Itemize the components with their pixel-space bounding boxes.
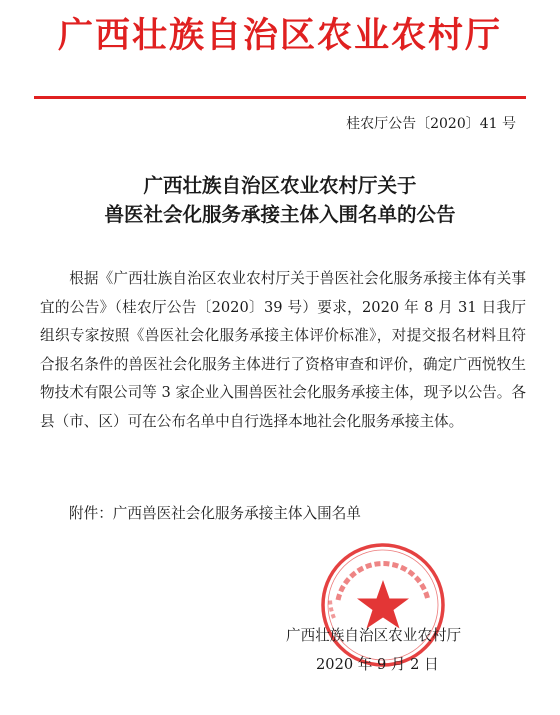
notice-title-line-1: 广西壮族自治区农业农村厅关于	[143, 174, 417, 197]
attachment-line: 附件：广西兽医社会化服务承接主体入围名单	[69, 505, 361, 522]
signature-organization: 广西壮族自治区农业农村厅	[286, 627, 462, 644]
masthead-title: 广西壮族自治区农业农村厅	[57, 15, 502, 56]
notice-body: 根据《广西壮族自治区农业农村厅关于兽医社会化服务承接主体有关事宜的公告》（桂农厅公告〔2020〕39 号）要求，2020 年 8 月 31 日我厅组织专家按照《兽医社会化服务承接主体评价标准》，对提交报名材料且符合报名条件的兽医社会化服务主体进行了资格审查和评价，确定广西悦牧生物技术有限公司等 3 家企业入围兽医社会化服务承接主体，现予以公告。各县（市、区）可在公布名单中自行选择本地社会化服务承接主体。	[40, 270, 526, 430]
signature-date: 2020 年 9 月 2 日	[316, 656, 439, 673]
document-number: 桂农厅公告〔2020〕41 号	[346, 116, 516, 132]
notice-title-line-2: 兽医社会化服务承接主体入围名单的公告	[104, 203, 456, 226]
red-official-seal-icon	[318, 540, 448, 670]
notice-title	[0, 171, 560, 229]
red-divider-rule	[34, 96, 526, 99]
